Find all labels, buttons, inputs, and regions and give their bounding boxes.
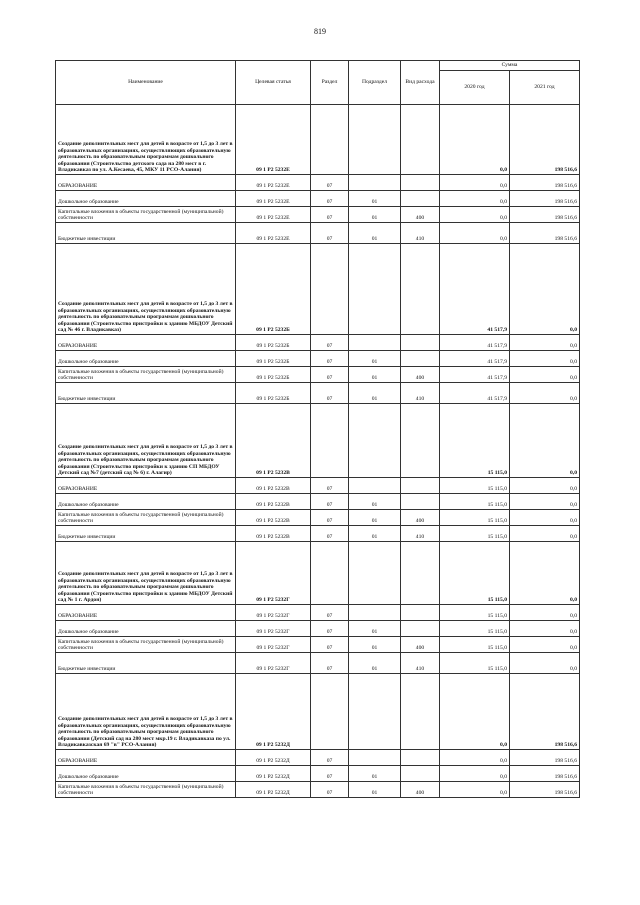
table-row bbox=[56, 335, 580, 351]
cell-subsection: 01 bbox=[349, 207, 401, 223]
cell-name: Дошкольное образование bbox=[56, 494, 236, 510]
cell-subsection: 01 bbox=[349, 637, 401, 653]
table-row bbox=[56, 782, 580, 798]
cell-section: 07 bbox=[311, 782, 349, 798]
cell-section: 07 bbox=[311, 335, 349, 351]
table-row bbox=[56, 223, 580, 244]
cell-name: ОБРАЗОВАНИЕ bbox=[56, 335, 236, 351]
cell-2021: 0,0 bbox=[510, 244, 580, 335]
cell-expense-type bbox=[401, 191, 440, 207]
table-body bbox=[56, 105, 580, 798]
cell-2021: 0,0 bbox=[510, 510, 580, 526]
cell-subsection bbox=[349, 175, 401, 191]
cell-2021: 198 516,6 bbox=[510, 223, 580, 244]
cell-subsection: 01 bbox=[349, 766, 401, 782]
cell-section: 07 bbox=[311, 766, 349, 782]
cell-2020: 0,0 bbox=[440, 191, 510, 207]
cell-expense-type: 410 bbox=[401, 383, 440, 404]
cell-name: Дошкольное образование bbox=[56, 766, 236, 782]
table-row bbox=[56, 605, 580, 621]
header-target: Целевая статья bbox=[236, 61, 311, 105]
table-row bbox=[56, 478, 580, 494]
cell-subsection: 01 bbox=[349, 191, 401, 207]
table-row bbox=[56, 526, 580, 542]
cell-name: Капитальные вложения в объекты государственной (муниципальной) собственности bbox=[56, 207, 236, 223]
table-row bbox=[56, 637, 580, 653]
cell-target: 09 1 Р2 5232Е bbox=[236, 191, 311, 207]
header-subsection: Подраздел bbox=[349, 61, 401, 105]
header-expense-type: Вид расхода bbox=[401, 61, 440, 105]
cell-2021: 198 516,6 bbox=[510, 750, 580, 766]
cell-2020: 0,0 bbox=[440, 105, 510, 175]
cell-expense-type bbox=[401, 674, 440, 750]
cell-2020: 41 517,9 bbox=[440, 367, 510, 383]
cell-2021: 198 516,6 bbox=[510, 105, 580, 175]
cell-target: 09 1 Р2 5232В bbox=[236, 510, 311, 526]
table-row bbox=[56, 351, 580, 367]
cell-2021: 0,0 bbox=[510, 351, 580, 367]
header-name: Наименование bbox=[56, 61, 236, 105]
table-row bbox=[56, 510, 580, 526]
cell-expense-type bbox=[401, 335, 440, 351]
cell-name: Бюджетные инвестиции bbox=[56, 383, 236, 404]
cell-2020: 0,0 bbox=[440, 782, 510, 798]
cell-expense-type: 400 bbox=[401, 637, 440, 653]
cell-2020: 15 115,0 bbox=[440, 478, 510, 494]
cell-2020: 15 115,0 bbox=[440, 637, 510, 653]
cell-2021: 0,0 bbox=[510, 383, 580, 404]
cell-section bbox=[311, 244, 349, 335]
cell-2021: 198 516,6 bbox=[510, 207, 580, 223]
cell-name: Капитальные вложения в объекты государственной (муниципальной) собственности bbox=[56, 782, 236, 798]
cell-section: 07 bbox=[311, 383, 349, 404]
cell-name: ОБРАЗОВАНИЕ bbox=[56, 478, 236, 494]
cell-2020: 15 115,0 bbox=[440, 653, 510, 674]
cell-2020: 41 517,9 bbox=[440, 351, 510, 367]
table-row bbox=[56, 404, 580, 478]
cell-target: 09 1 Р2 5232Д bbox=[236, 782, 311, 798]
table-row bbox=[56, 191, 580, 207]
cell-target: 09 1 Р2 5232В bbox=[236, 478, 311, 494]
cell-section: 07 bbox=[311, 526, 349, 542]
cell-target: 09 1 Р2 5232Г bbox=[236, 605, 311, 621]
cell-target: 09 1 Р2 5232Д bbox=[236, 766, 311, 782]
cell-name: Бюджетные инвестиции bbox=[56, 223, 236, 244]
table-row bbox=[56, 367, 580, 383]
cell-name: ОБРАЗОВАНИЕ bbox=[56, 605, 236, 621]
cell-expense-type: 400 bbox=[401, 207, 440, 223]
cell-2021: 0,0 bbox=[510, 653, 580, 674]
table-row bbox=[56, 175, 580, 191]
cell-expense-type: 410 bbox=[401, 653, 440, 674]
cell-2020: 0,0 bbox=[440, 674, 510, 750]
cell-name: Капитальные вложения в объекты государственной (муниципальной) собственности bbox=[56, 367, 236, 383]
table-row bbox=[56, 105, 580, 175]
cell-name: Создание дополнительных мест для детей в возрасте от 1,5 до 3 лет в образовательных организациях, осуществляющих образовательную деятельность по образовательным программам дошкольного образования (Строительство детского сада на 280 мест в г. Владикавказ по ул. А.Кесаева, 45, МКУ 11 РСО-Алания) bbox=[56, 105, 236, 175]
cell-2020: 15 115,0 bbox=[440, 494, 510, 510]
cell-expense-type bbox=[401, 105, 440, 175]
cell-expense-type bbox=[401, 621, 440, 637]
cell-name: Дошкольное образование bbox=[56, 351, 236, 367]
cell-expense-type bbox=[401, 404, 440, 478]
cell-section: 07 bbox=[311, 351, 349, 367]
cell-2020: 41 517,9 bbox=[440, 335, 510, 351]
cell-target: 09 1 Р2 5232Б bbox=[236, 367, 311, 383]
cell-2020: 0,0 bbox=[440, 750, 510, 766]
cell-2020: 41 517,9 bbox=[440, 244, 510, 335]
cell-2021: 198 516,6 bbox=[510, 175, 580, 191]
cell-2021: 0,0 bbox=[510, 404, 580, 478]
cell-2021: 0,0 bbox=[510, 542, 580, 605]
cell-section: 07 bbox=[311, 191, 349, 207]
table-row bbox=[56, 674, 580, 750]
cell-subsection: 01 bbox=[349, 510, 401, 526]
cell-2020: 41 517,9 bbox=[440, 383, 510, 404]
cell-section: 07 bbox=[311, 510, 349, 526]
cell-section bbox=[311, 674, 349, 750]
cell-subsection bbox=[349, 335, 401, 351]
cell-subsection: 01 bbox=[349, 351, 401, 367]
cell-expense-type bbox=[401, 750, 440, 766]
cell-expense-type bbox=[401, 351, 440, 367]
cell-name: Создание дополнительных мест для детей в возрасте от 1,5 до 3 лет в образовательных организациях, осуществляющих образовательную деятельность по образовательным программам дошкольного образования (Строительство пристройки к зданию СП МБДОУ Детский сад №7 (детский сад № 6) г. Алагир) bbox=[56, 404, 236, 478]
cell-section: 07 bbox=[311, 207, 349, 223]
cell-section: 07 bbox=[311, 175, 349, 191]
cell-target: 09 1 Р2 5232Г bbox=[236, 621, 311, 637]
cell-2021: 0,0 bbox=[510, 494, 580, 510]
cell-subsection: 01 bbox=[349, 367, 401, 383]
cell-section: 07 bbox=[311, 494, 349, 510]
cell-subsection: 01 bbox=[349, 621, 401, 637]
cell-target: 09 1 Р2 5232Е bbox=[236, 207, 311, 223]
cell-expense-type bbox=[401, 175, 440, 191]
cell-2020: 0,0 bbox=[440, 223, 510, 244]
cell-section: 07 bbox=[311, 223, 349, 244]
cell-expense-type bbox=[401, 478, 440, 494]
table-row bbox=[56, 621, 580, 637]
table-row bbox=[56, 750, 580, 766]
cell-target: 09 1 Р2 5232Е bbox=[236, 175, 311, 191]
budget-table bbox=[55, 60, 580, 798]
cell-subsection: 01 bbox=[349, 653, 401, 674]
cell-expense-type bbox=[401, 494, 440, 510]
cell-2020: 15 115,0 bbox=[440, 542, 510, 605]
cell-2021: 198 516,6 bbox=[510, 191, 580, 207]
cell-2021: 0,0 bbox=[510, 367, 580, 383]
cell-2020: 0,0 bbox=[440, 766, 510, 782]
cell-section: 07 bbox=[311, 367, 349, 383]
table-row bbox=[56, 244, 580, 335]
cell-expense-type bbox=[401, 766, 440, 782]
table-row bbox=[56, 653, 580, 674]
cell-name: Создание дополнительных мест для детей в возрасте от 1,5 до 3 лет в образовательных организациях, осуществляющих образовательную деятельность по образовательным программам дошкольного образования (Детский сад на 280 мест мкр.19 г. Владикавказа по ул. Владикавказская 69 "в" РСО-Алания) bbox=[56, 674, 236, 750]
cell-expense-type bbox=[401, 244, 440, 335]
cell-name: ОБРАЗОВАНИЕ bbox=[56, 175, 236, 191]
cell-2020: 15 115,0 bbox=[440, 605, 510, 621]
header-2021: 2021 год bbox=[510, 71, 580, 105]
table-row bbox=[56, 494, 580, 510]
cell-target: 09 1 Р2 5232Б bbox=[236, 383, 311, 404]
cell-target: 09 1 Р2 5232Д bbox=[236, 674, 311, 750]
cell-expense-type: 410 bbox=[401, 526, 440, 542]
cell-target: 09 1 Р2 5232Д bbox=[236, 750, 311, 766]
cell-target: 09 1 Р2 5232Г bbox=[236, 653, 311, 674]
cell-subsection bbox=[349, 542, 401, 605]
cell-2021: 0,0 bbox=[510, 621, 580, 637]
cell-name: Капитальные вложения в объекты государственной (муниципальной) собственности bbox=[56, 510, 236, 526]
cell-expense-type: 400 bbox=[401, 367, 440, 383]
cell-subsection: 01 bbox=[349, 383, 401, 404]
cell-2020: 15 115,0 bbox=[440, 526, 510, 542]
cell-section: 07 bbox=[311, 750, 349, 766]
cell-expense-type: 410 bbox=[401, 223, 440, 244]
cell-subsection bbox=[349, 605, 401, 621]
cell-section: 07 bbox=[311, 605, 349, 621]
cell-name: Бюджетные инвестиции bbox=[56, 526, 236, 542]
cell-2020: 15 115,0 bbox=[440, 404, 510, 478]
cell-2021: 0,0 bbox=[510, 526, 580, 542]
cell-subsection bbox=[349, 404, 401, 478]
cell-name: Капитальные вложения в объекты государственной (муниципальной) собственности bbox=[56, 637, 236, 653]
header-section: Раздел bbox=[311, 61, 349, 105]
cell-subsection bbox=[349, 750, 401, 766]
cell-target: 09 1 Р2 5232Г bbox=[236, 637, 311, 653]
cell-section bbox=[311, 404, 349, 478]
cell-target: 09 1 Р2 5232В bbox=[236, 494, 311, 510]
cell-2021: 198 516,6 bbox=[510, 674, 580, 750]
cell-target: 09 1 Р2 5232Б bbox=[236, 335, 311, 351]
cell-target: 09 1 Р2 5232Б bbox=[236, 244, 311, 335]
table-row bbox=[56, 766, 580, 782]
cell-subsection bbox=[349, 244, 401, 335]
cell-name: Бюджетные инвестиции bbox=[56, 653, 236, 674]
cell-2021: 198 516,6 bbox=[510, 782, 580, 798]
cell-subsection: 01 bbox=[349, 494, 401, 510]
cell-expense-type: 400 bbox=[401, 510, 440, 526]
cell-subsection bbox=[349, 478, 401, 494]
cell-target: 09 1 Р2 5232Е bbox=[236, 223, 311, 244]
cell-expense-type bbox=[401, 542, 440, 605]
page-number: 819 bbox=[314, 27, 326, 36]
cell-subsection: 01 bbox=[349, 223, 401, 244]
table-row bbox=[56, 542, 580, 605]
cell-section: 07 bbox=[311, 637, 349, 653]
cell-target: 09 1 Р2 5232В bbox=[236, 404, 311, 478]
cell-target: 09 1 Р2 5232Б bbox=[236, 351, 311, 367]
cell-name: ОБРАЗОВАНИЕ bbox=[56, 750, 236, 766]
table-row bbox=[56, 383, 580, 404]
cell-section: 07 bbox=[311, 478, 349, 494]
cell-name: Создание дополнительных мест для детей в возрасте от 1,5 до 3 лет в образовательных организациях, осуществляющих образовательную деятельность по образовательным программам дошкольного образования (Строительство пристройки к зданию МБДОУ Детский сад № 46 г. Владикавказ) bbox=[56, 244, 236, 335]
cell-section bbox=[311, 105, 349, 175]
cell-2021: 0,0 bbox=[510, 478, 580, 494]
cell-2021: 0,0 bbox=[510, 605, 580, 621]
cell-2021: 0,0 bbox=[510, 335, 580, 351]
cell-subsection bbox=[349, 105, 401, 175]
cell-section bbox=[311, 542, 349, 605]
cell-2021: 0,0 bbox=[510, 637, 580, 653]
cell-subsection bbox=[349, 674, 401, 750]
cell-name: Создание дополнительных мест для детей в возрасте от 1,5 до 3 лет в образовательных организациях, осуществляющих образовательную деятельность по образовательным программам дошкольного образования (Строительство пристройки к зданию МБДОУ Детский сад № 1 г. Ардон) bbox=[56, 542, 236, 605]
cell-2020: 0,0 bbox=[440, 175, 510, 191]
cell-expense-type: 400 bbox=[401, 782, 440, 798]
cell-expense-type bbox=[401, 605, 440, 621]
cell-subsection: 01 bbox=[349, 782, 401, 798]
cell-section: 07 bbox=[311, 621, 349, 637]
header-2020: 2020 год bbox=[440, 71, 510, 105]
header-sum: Сумма bbox=[440, 61, 580, 71]
cell-name: Дошкольное образование bbox=[56, 621, 236, 637]
cell-subsection: 01 bbox=[349, 526, 401, 542]
table-row bbox=[56, 207, 580, 223]
cell-target: 09 1 Р2 5232Г bbox=[236, 542, 311, 605]
cell-target: 09 1 Р2 5232Е bbox=[236, 105, 311, 175]
cell-target: 09 1 Р2 5232В bbox=[236, 526, 311, 542]
cell-name: Дошкольное образование bbox=[56, 191, 236, 207]
cell-2021: 198 516,6 bbox=[510, 766, 580, 782]
cell-2020: 0,0 bbox=[440, 207, 510, 223]
cell-2020: 15 115,0 bbox=[440, 621, 510, 637]
cell-section: 07 bbox=[311, 653, 349, 674]
cell-2020: 15 115,0 bbox=[440, 510, 510, 526]
